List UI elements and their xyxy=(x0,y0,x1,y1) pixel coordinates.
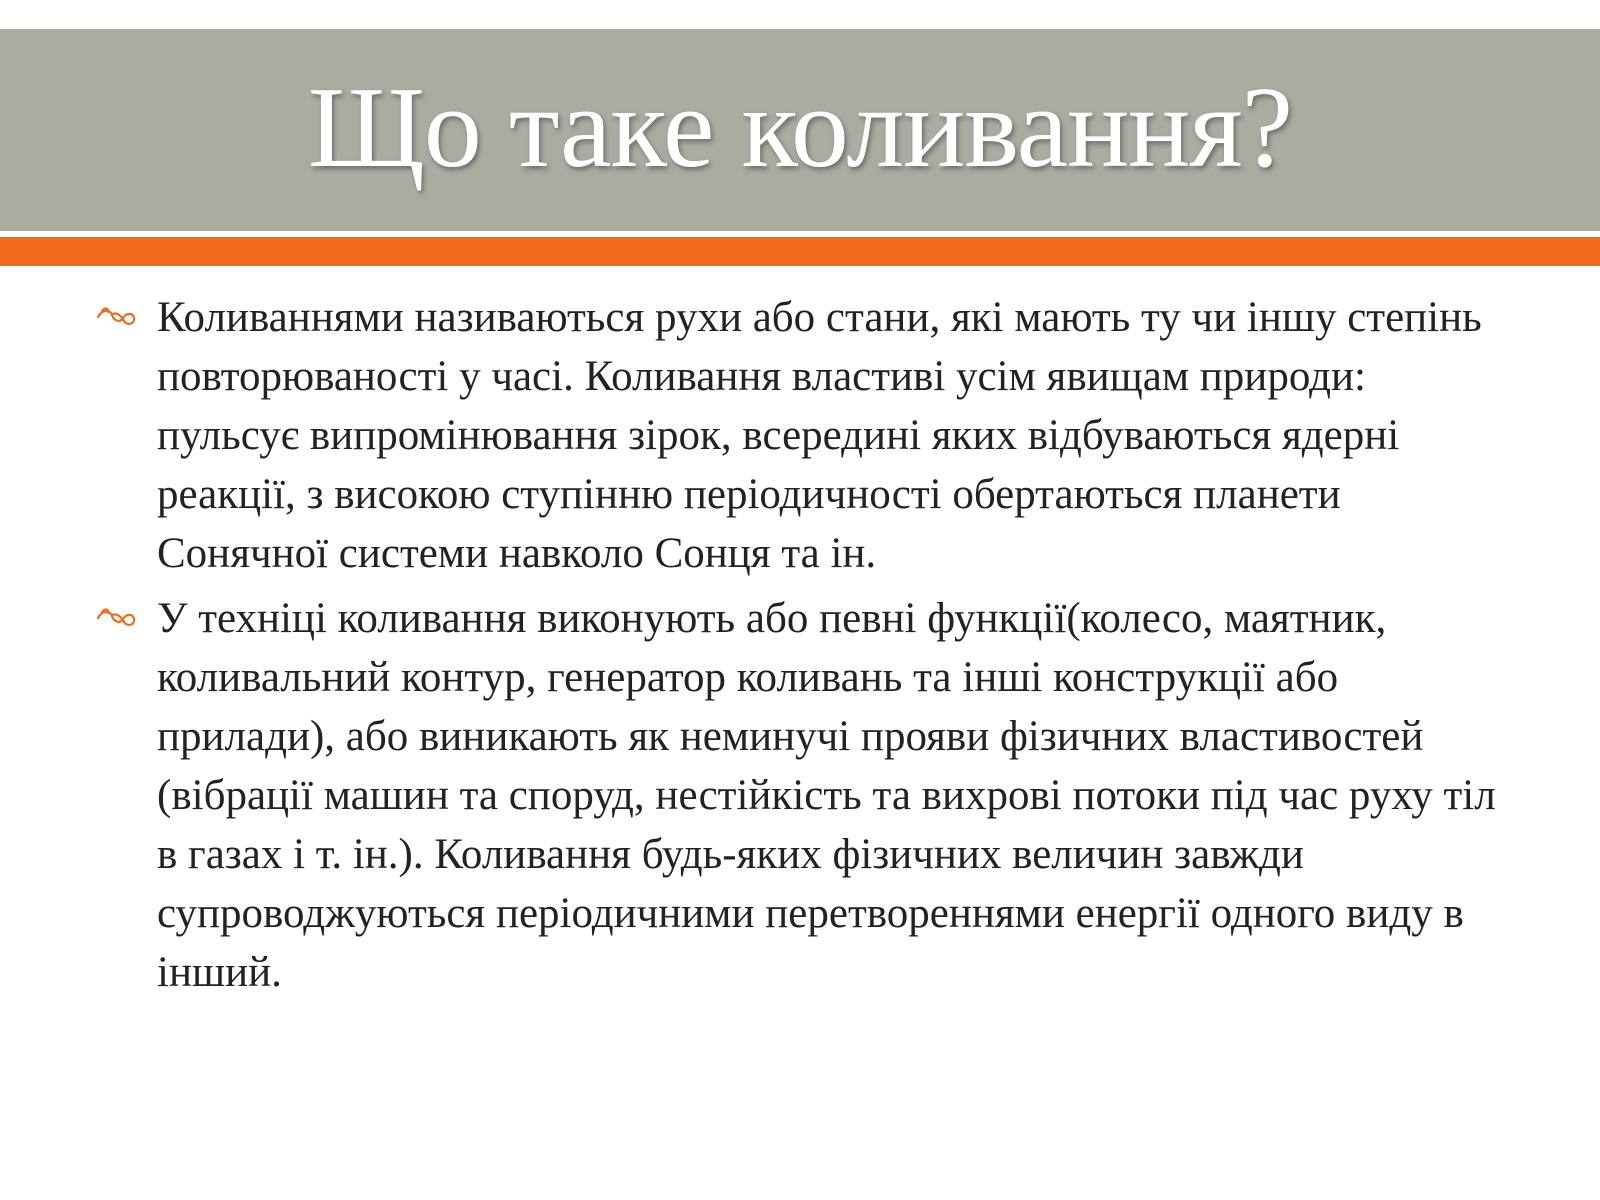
bullet-text: Коливаннями називаються рухи або стани, які мають ту чи іншу степінь повторюваності у часі. Коливання властиві усім явищам природи: пульсує випромінювання зірок, всередині яких відбуваються ядерні реакції, з високою ступінню періодичності обертаються планети Сонячної системи навколо Сонця та ін. xyxy=(157,294,1482,577)
bullet-list xyxy=(96,288,1516,1008)
bullet-text: У техніці коливання виконують або певні функції(колесо, маятник, коливальний контур, генератор коливань та інші конструкції або прилади), або виникають як неминучі прояви фізичних властивостей (вібрації машин та споруд, нестійкість та вихрові потоки під час руху тіл в газах і т. ін.). Коливання будь-яких фізичних величин завжди супроводжуються періодичними перетвореннями енергії одного виду в інший. xyxy=(157,595,1496,996)
accent-stripe xyxy=(0,237,1600,266)
ornamental-bullet-icon xyxy=(96,299,136,329)
title-band xyxy=(0,29,1600,231)
ornamental-bullet-icon xyxy=(96,600,136,630)
slide-title: Що таке коливання? xyxy=(307,64,1293,192)
bullet-item xyxy=(96,589,1516,1002)
bullet-item xyxy=(96,288,1516,583)
